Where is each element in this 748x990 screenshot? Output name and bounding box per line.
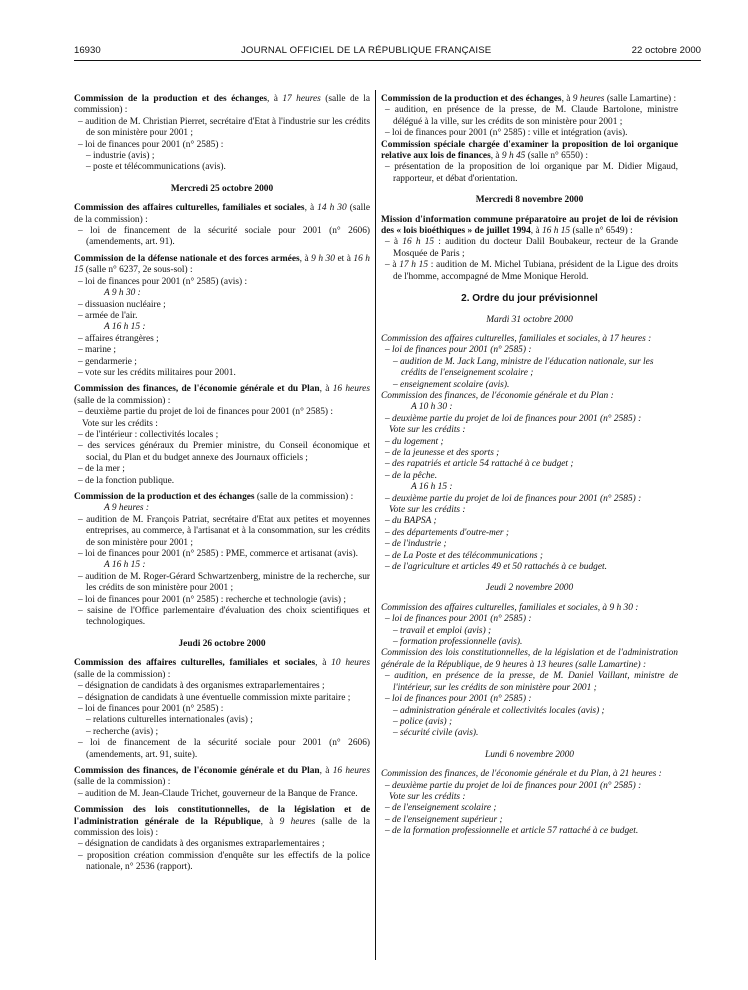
- day-heading: Jeudi 2 novembre 2000: [485, 583, 574, 594]
- commission-entry: Commission de la défense nationale et des forces armées, à 9 h 30 et à 16 h 15 (salle n° 6237, 2e sous-sol) :: [74, 253, 370, 276]
- time-slot: A 16 h 15 :: [104, 560, 146, 571]
- commission-entry: Commission des finances, de l'économie générale et du Plan :: [381, 390, 614, 401]
- commission-entry: Commission des lois constitutionnelles, de la législation et de l'administration générale de la République, de 9 heures à 13 heures (salle Lamartine) :: [381, 648, 678, 670]
- agenda-item: – à 17 h 15 : audition de M. Michel Tubiana, président de la Ligue des droits de l'homme, accompagné de Mme Monique Herold.: [385, 260, 679, 282]
- agenda-subitem: – recherche (avis) ;: [86, 726, 159, 737]
- agenda-item: – du logement ;: [385, 436, 444, 447]
- agenda-item: – des départements d'outre-mer ;: [385, 527, 510, 538]
- agenda-item: – audition de M. Jean-Claude Trichet, gouverneur de la Banque de France.: [78, 788, 358, 799]
- agenda-item: – de l'intérieur : collectivités locales ;: [78, 429, 219, 440]
- agenda-subitem: – police (avis) ;: [393, 716, 453, 727]
- time-slot: A 10 h 30 :: [411, 402, 453, 413]
- commission-entry: Mission d'information commune préparatoire au projet de loi de révision des « lois bioéthiques » de juillet 1994, à 16 h 15 (salle n° 6549) :: [381, 214, 678, 237]
- agenda-item: – vote sur les crédits militaires pour 2001.: [78, 367, 236, 378]
- agenda-subitem: – relations culturelles internationales (avis) ;: [86, 715, 253, 726]
- agenda-item: – de la fonction publique.: [78, 475, 175, 486]
- agenda-subitem: – travail et emploi (avis) ;: [393, 625, 492, 636]
- day-heading: Mercredi 8 novembre 2000: [475, 195, 584, 206]
- agenda-subitem: – industrie (avis) ;: [86, 151, 155, 162]
- agenda-item: – deuxième partie du projet de loi de finances pour 2001 (n° 2585) :: [78, 407, 333, 418]
- commission-entry: Commission des finances, de l'économie générale et du Plan, à 21 heures :: [381, 769, 662, 780]
- agenda-item: – audition, en présence de la presse, de M. Daniel Vaillant, ministre de l'intérieur, sur les crédits de son ministère pour 2001 ;: [385, 671, 678, 693]
- agenda-item: – des services généraux du Premier ministre, du Conseil économique et social, du Plan et du budget annexe des Journaux officiels ;: [78, 441, 370, 463]
- agenda-item: – loi de finances pour 2001 (n° 2585) (avis) :: [78, 276, 248, 287]
- agenda-item: – marine ;: [78, 345, 117, 356]
- agenda-item: – du BAPSA ;: [385, 516, 437, 527]
- vote-label: Vote sur les crédits :: [389, 425, 466, 436]
- agenda-item: – présentation de la proposition de loi organique par M. Didier Migaud, rapporteur, et débat d'orientation.: [385, 162, 678, 184]
- issue-date: 22 octobre 2000: [631, 45, 701, 56]
- agenda-item: – de la jeunesse et des sports ;: [385, 447, 500, 458]
- agenda-item: – loi de financement de la sécurité sociale pour 2001 (n° 2606) (amendements, art. 91, suite).: [78, 738, 370, 760]
- agenda-item: – de la pêche.: [385, 470, 438, 481]
- agenda-item: – loi de finances pour 2001 (n° 2585) : ville et intégration (avis).: [385, 128, 628, 139]
- agenda-item: – loi de finances pour 2001 (n° 2585) :: [385, 694, 532, 705]
- agenda-item: – dissuasion nucléaire ;: [78, 299, 166, 310]
- commission-entry: Commission des lois constitutionnelles, de la législation et de l'administration générale de la République, à 9 heures (salle de la commission des lois) :: [74, 805, 370, 838]
- agenda-item: – loi de finances pour 2001 (n° 2585) :: [385, 614, 532, 625]
- page-number: 16930: [74, 45, 101, 56]
- commission-entry: Commission des finances, de l'économie générale et du Plan, à 16 heures (salle de la commission) :: [74, 384, 370, 406]
- vote-label: Vote sur les crédits :: [389, 791, 466, 802]
- agenda-item: – loi de financement de la sécurité sociale pour 2001 (n° 2606) (amendements, art. 91).: [78, 226, 370, 248]
- agenda-item: – de la formation professionnelle et article 57 rattaché à ce budget.: [385, 826, 639, 837]
- day-heading: Jeudi 26 octobre 2000: [178, 638, 266, 649]
- page-header: [74, 45, 701, 59]
- agenda-subitem: – poste et télécommunications (avis).: [86, 162, 226, 173]
- commission-entry: Commission des affaires culturelles, familiales et sociales, à 17 heures :: [381, 333, 652, 344]
- time-slot: A 9 heures :: [104, 503, 150, 514]
- agenda-item: – audition de M. François Patriat, secrétaire d'Etat aux petites et moyennes entreprises, au commerce, à l'artisanat et à la consommation, sur les crédits de son ministère pour 2001 ;: [78, 514, 370, 548]
- agenda-item: – affaires étrangères ;: [78, 333, 159, 344]
- vote-label: Vote sur les crédits :: [82, 418, 158, 429]
- agenda-subitem: – formation professionnelle (avis).: [393, 637, 523, 648]
- header-rule: [74, 60, 701, 61]
- journal-title: JOURNAL OFFICIEL DE LA RÉPUBLIQUE FRANÇAISE: [240, 45, 492, 56]
- agenda-subitem: – administration générale et collectivités locales (avis) ;: [393, 705, 605, 716]
- section-heading: 2. Ordre du jour prévisionnel: [461, 293, 598, 305]
- agenda-item: – de l'enseignement scolaire ;: [385, 803, 497, 814]
- day-heading: Lundi 6 novembre 2000: [485, 749, 574, 760]
- agenda-item: – désignation de candidats à des organismes extraparlementaires ;: [78, 839, 325, 850]
- agenda-item: – désignation de candidats à une éventuelle commission mixte paritaire ;: [78, 692, 351, 703]
- agenda-item: – de la mer ;: [78, 464, 125, 475]
- agenda-item: – loi de finances pour 2001 (n° 2585) : recherche et technologie (avis) ;: [78, 594, 346, 605]
- agenda-item: – gendarmerie ;: [78, 356, 137, 367]
- agenda-item: – à 16 h 15 : audition du docteur Dalil Boubakeur, recteur de la Grande Mosquée de Paris ;: [385, 237, 679, 259]
- commission-entry: Commission des affaires culturelles, familiales et sociales, à 9 h 30 :: [381, 602, 639, 613]
- commission-entry: Commission des affaires culturelles, familiales et sociales, à 10 heures (salle de la commission) :: [74, 658, 370, 680]
- vote-label: Vote sur les crédits :: [389, 505, 466, 515]
- agenda-item: – loi de finances pour 2001 (n° 2585) :: [385, 345, 532, 356]
- agenda-item: – proposition création commission d'enquête sur les effectifs de la police nationale, n° 2536 (rapport).: [78, 850, 370, 873]
- commission-entry: Commission des affaires culturelles, familiales et sociales, à 14 h 30 (salle de la commission) :: [74, 203, 370, 225]
- agenda-item: – désignation de candidats à des organismes extraparlementaires ;: [78, 681, 325, 692]
- agenda-item: – de l'enseignement supérieur ;: [385, 814, 503, 825]
- agenda-item: – deuxième partie du projet de loi de finances pour 2001 (n° 2585) :: [385, 780, 642, 791]
- agenda-item: – des rapatriés et article 54 rattaché à ce budget ;: [385, 459, 574, 470]
- column-divider: [375, 90, 376, 960]
- commission-entry: Commission de la production et des échanges (salle de la commission) :: [74, 492, 354, 502]
- day-heading: Mardi 31 octobre 2000: [486, 314, 573, 325]
- commission-entry: Commission de la production et des échanges, à 9 heures (salle Lamartine) :: [381, 94, 677, 104]
- agenda-item: – audition de M. Christian Pierret, secrétaire d'Etat à l'industrie sur les crédits de son ministère pour 2001 ;: [78, 116, 370, 139]
- agenda-item: – audition, en présence de la presse, de M. Claude Bartolone, ministre délégué à la ville, sur les crédits de son ministère pour 2001 ;: [385, 105, 678, 127]
- agenda-subitem: – enseignement scolaire (avis).: [393, 379, 510, 390]
- time-slot: A 16 h 15 :: [411, 482, 453, 493]
- commission-entry: Commission des finances, de l'économie générale et du Plan, à 16 heures (salle de la commission) :: [74, 765, 370, 788]
- agenda-subitem: – audition de M. Jack Lang, ministre de l'éducation nationale, sur les crédits de l'enseignement scolaire ;: [393, 356, 654, 379]
- agenda-item: – de l'industrie ;: [385, 539, 447, 550]
- commission-entry: Commission de la production et des échanges, à 17 heures (salle de la commission) :: [74, 94, 370, 116]
- agenda-item: – audition de M. Roger-Gérard Schwartzenberg, ministre de la recherche, sur les crédits de son ministère pour 2001 ;: [78, 571, 370, 594]
- left-column: [74, 94, 370, 874]
- time-slot: A 16 h 15 :: [104, 322, 146, 333]
- time-slot: A 9 h 30 :: [104, 288, 141, 299]
- right-column: [381, 94, 678, 838]
- agenda-item: – armée de l'air.: [78, 310, 138, 321]
- agenda-item: – loi de finances pour 2001 (n° 2585) :: [78, 703, 224, 714]
- agenda-item: – saisine de l'Office parlementaire d'évaluation des choix scientifiques et technologiques.: [78, 606, 370, 628]
- agenda-item: – loi de finances pour 2001 (n° 2585) :: [78, 139, 224, 150]
- agenda-item: – de l'agriculture et articles 49 et 50 rattachés à ce budget.: [385, 562, 607, 573]
- agenda-item: – deuxième partie du projet de loi de finances pour 2001 (n° 2585) :: [385, 413, 642, 424]
- commission-entry: Commission spéciale chargée d'examiner la proposition de loi organique relative aux lois de finances, à 9 h 45 (salle n° 6550) :: [381, 139, 678, 162]
- day-heading: Mercredi 25 octobre 2000: [170, 183, 274, 194]
- agenda-item: – loi de finances pour 2001 (n° 2585) : PME, commerce et artisanat (avis).: [78, 549, 358, 560]
- agenda-item: – deuxième partie du projet de loi de finances pour 2001 (n° 2585) :: [385, 493, 642, 504]
- agenda-subitem: – sécurité civile (avis).: [393, 728, 479, 739]
- agenda-item: – de La Poste et des télécommunications ;: [385, 550, 544, 561]
